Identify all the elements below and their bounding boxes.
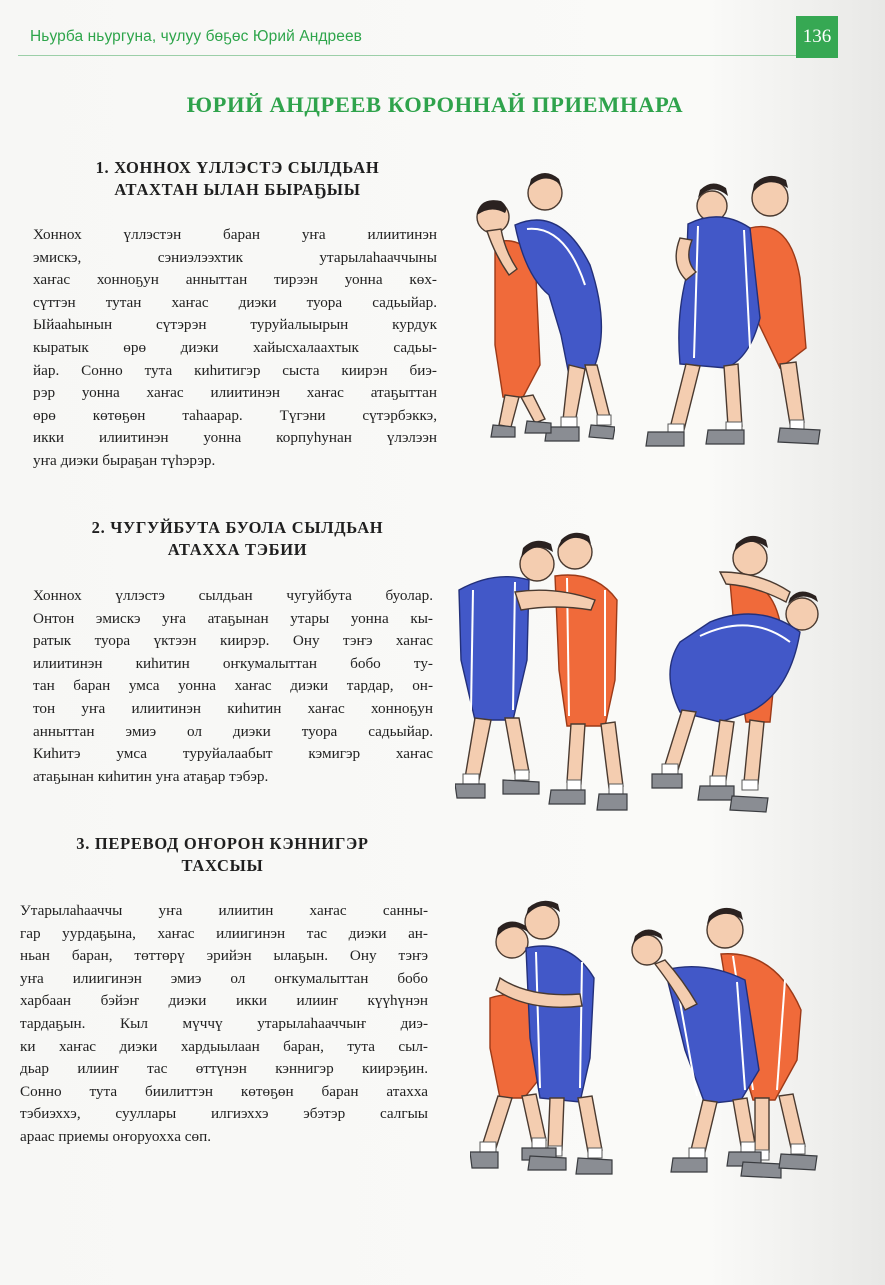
section-title-line: 1. ХОННОХ ҮЛЛЭСТЭ СЫЛДЬАН xyxy=(95,158,380,177)
text-line: хаҥас хонноҕун анныттан тирээн уонна көх- xyxy=(33,271,437,289)
text-line: илиитинэн киһитин оҥкумалыттан бобо ту- xyxy=(33,654,433,672)
section-title-line: АТАХХА ТЭБИИ xyxy=(167,540,308,559)
section-title-line: АТАХТАН ЫЛАН БЫРАҔЫЫ xyxy=(114,180,361,199)
text-line: Утарылаһааччы уҥа илиитин хаҥас санны- xyxy=(20,902,428,919)
page-number-badge: 136 xyxy=(796,16,838,58)
text-line: ки хаҥас диэки хардыылаан баран, тута сыл- xyxy=(20,1037,428,1055)
section-title-line: ТАХСЫЫ xyxy=(181,856,264,875)
text-line: тардаҕын. Кыл мүччү утарылаһааччыҥ диэ- xyxy=(20,1014,428,1032)
text-line: араас приемы оҥоруоххa сөп. xyxy=(20,1127,212,1145)
text-line: Онтон эмискэ уҥа атаҕынан утары уонна кы- xyxy=(33,609,433,627)
text-line: өрө көтөҕөн таһаарар. Түгэни сүтэрбэккэ, xyxy=(33,406,437,424)
text-line: тон уҥа илиитинэн киһитин хаҥас хонноҕун xyxy=(33,699,433,717)
running-title: Ньурба ньургуна, чулуу бөҕөс Юрий Андреев xyxy=(30,28,362,45)
text-line: рэр уонна хаҥас илиитинэн хаҥас атаҕыттан xyxy=(33,384,437,402)
section-3-title xyxy=(25,833,420,877)
text-line: сүттэн тутан хаҥас диэки туора садьыйар. xyxy=(33,293,437,311)
text-line: дьар илииҥ тас өттүнэн кэннигэр киирэҕин. xyxy=(20,1060,428,1078)
text-line: ратык туора үктээн киирэр. Ону тэҥэ хаҥас xyxy=(33,632,433,650)
wrestling-illustration-1b xyxy=(640,168,830,460)
section-3-text xyxy=(20,900,428,1149)
text-line: ньан баран, төттөрү эрийэн ылаҕын. Ону тэҥэ xyxy=(20,947,428,965)
text-line: Сонно тута биилиттэн көтөҕөн баран атахха xyxy=(20,1082,428,1100)
text-line: Ыйааһынын сүтэрэн туруйалыырын курдук xyxy=(33,316,437,334)
section-1-text xyxy=(33,224,437,473)
text-line: тан баран умса уонна хаҥас диэки тардар, он- xyxy=(33,677,433,695)
text-line: йар. Сонно тута киһитигэр сыста киирэн биэ- xyxy=(33,361,437,379)
text-line: уҥа илиигинэн эмиэ ол оҥкумалыттан бобо xyxy=(20,969,428,987)
text-line: Хоннох үллэстэн баран уҥа илиитинэн xyxy=(33,226,437,243)
header-rule xyxy=(18,55,796,56)
section-2-title xyxy=(40,517,435,561)
text-line: атаҕынан киһитин уҥа атаҕар тэбэр. xyxy=(33,767,269,785)
text-line: уҥа диэки быраҕан түһэрэр. xyxy=(33,451,216,469)
wrestling-illustration-1a xyxy=(465,165,615,460)
text-line: эмискэ, сэниэлээхтик утарылаһааччыны xyxy=(33,248,437,266)
text-line: харбаан бэйэҥ диэки икки илииҥ күүһүнэн xyxy=(20,992,428,1010)
text-line: кыратык өрө диэки хайысхалаахтык садьы- xyxy=(33,338,437,356)
wrestling-illustration-3a xyxy=(470,898,630,1188)
wrestling-illustration-3b xyxy=(625,900,820,1190)
text-line: икки илиитинэн уонна корпуһунан үлэлээн xyxy=(33,429,437,447)
text-line: Киһитэ умса туруйалаабыт кэмигэр хаҥас xyxy=(33,745,433,763)
text-line: тэбиэххэ, сууллары илгиэххэ эбэтэр салгыы xyxy=(20,1105,428,1123)
section-title-line: 2. ЧУГУЙБУТА БУОЛА СЫЛДЬАН xyxy=(91,518,384,537)
section-1-title xyxy=(40,157,435,201)
text-line: гар уурдаҕына, хаҥас илиигинэн тас диэки ан- xyxy=(20,924,428,942)
wrestling-illustration-2b xyxy=(650,532,830,822)
section-2-text xyxy=(33,585,433,788)
wrestling-illustration-2a xyxy=(455,530,640,822)
section-title-line: 3. ПЕРЕВОД ОҤОРОН КЭННИГЭР xyxy=(76,834,369,853)
text-line: анныттан эмиэ ол диэки туора садьыйар. xyxy=(33,722,433,740)
text-line: Хоннох үллэстэ сылдьан чугуйбута буолар. xyxy=(33,587,433,604)
page-title: ЮРИЙ АНДРЕЕВ КОРОННАЙ ПРИЕМНАРА xyxy=(186,92,684,117)
